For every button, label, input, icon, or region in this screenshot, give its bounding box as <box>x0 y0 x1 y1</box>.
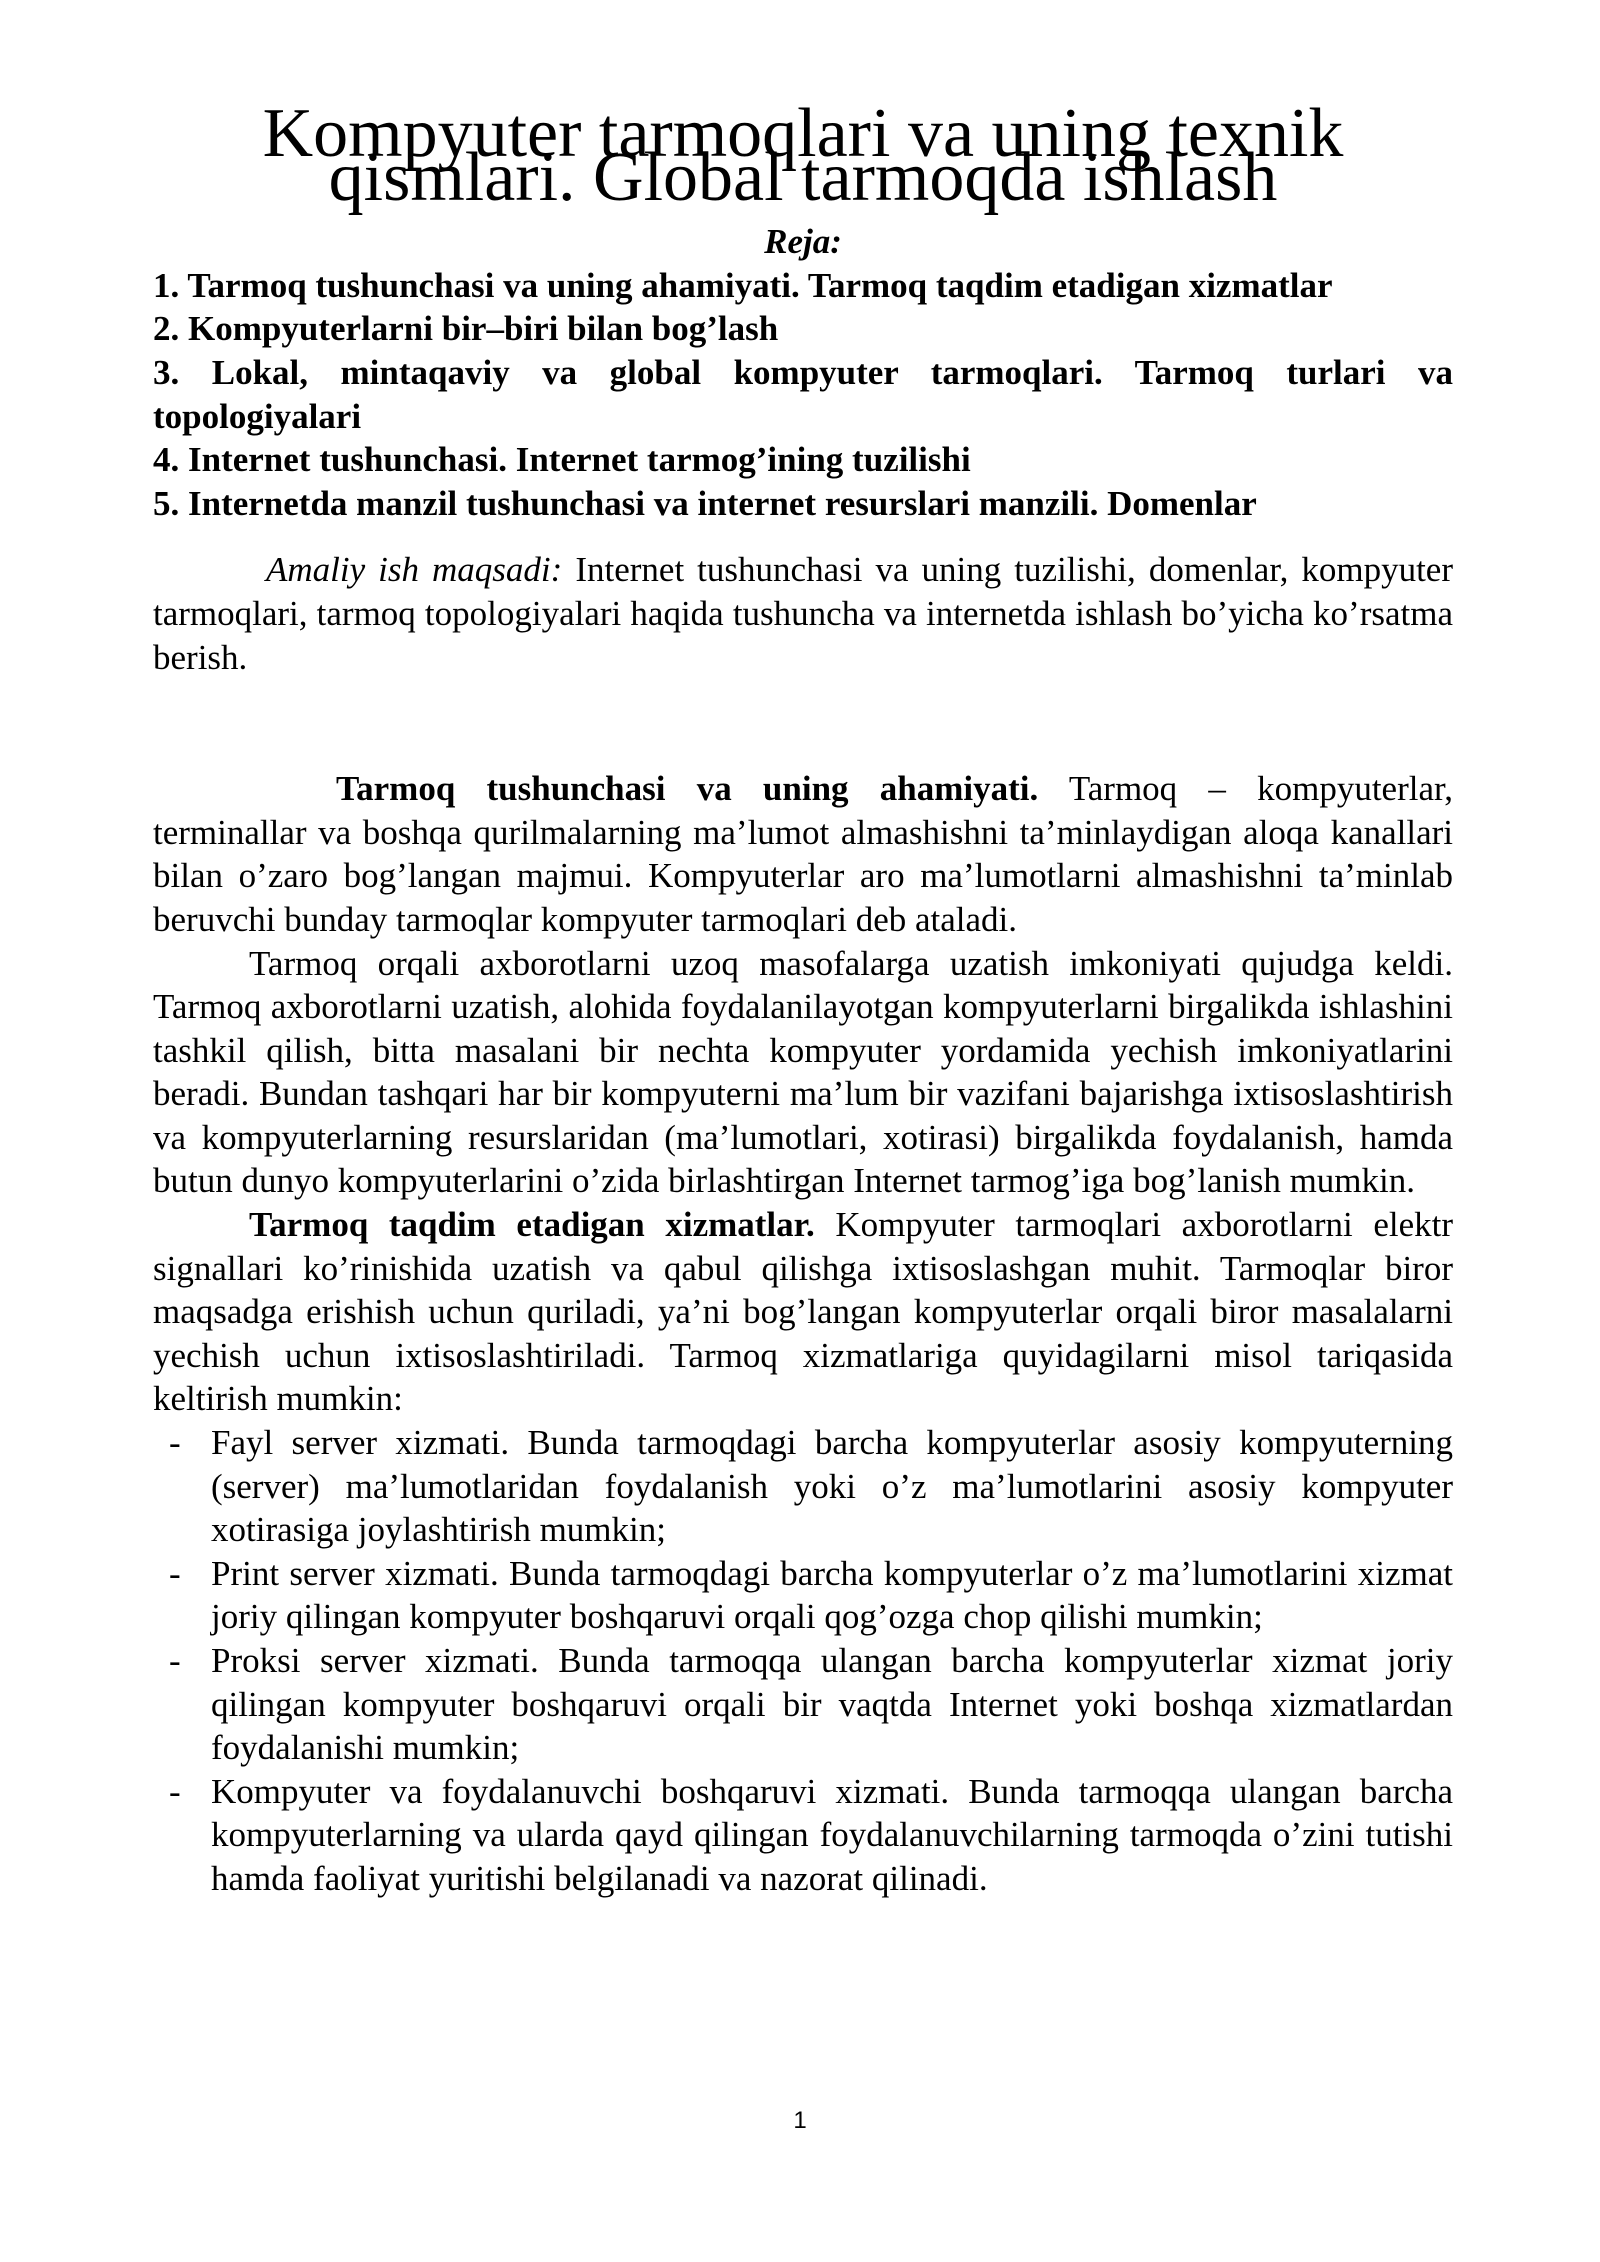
section-network-services-text: Kompyuter tarmoqlari axborotlarni elektr signallari ko’rinishida uzatish va qabul qilishga ixtisoslashgan muhit. Tarmoqlar biror maqsadga erishish uchun quriladi, ya’ni bog’langan kompyuterlar orqali biror masalalarni yechish uchun ixtisoslashtiriladi. Tarmoq xizmatlariga quyidagilarni misol tariqasida keltirish mumkin: <box>153 1205 1453 1419</box>
page-content <box>153 95 1454 1901</box>
goal-paragraph <box>153 548 1453 679</box>
section-network-services-heading: Tarmoq taqdim etadigan xizmatlar. <box>249 1205 815 1245</box>
plan-item: 3. Lokal, mintaqaviy va global kompyuter tarmoqlari. Tarmoq turlari va topologiyalari <box>153 352 1453 436</box>
plan-item: 4. Internet tushunchasi. Internet tarmog’ining tuzilishi <box>153 440 971 480</box>
bullet-dash: - <box>169 1771 181 1811</box>
goal-text: Internet tushunchasi va uning tuzilishi, domenlar, kompyuter tarmoqlari, tarmoq topologiyalari haqida tushuncha va internetda ishlash bo’yicha ko’rsatma berish. <box>153 550 1454 677</box>
section-network-concept-heading: Tarmoq tushunchasi va uning ahamiyati. <box>336 769 1039 809</box>
list-item <box>153 1552 1453 1639</box>
list-item-text: Proksi server xizmati. Bunda tarmoqqa ulangan barcha kompyuterlar xizmat joriy qilingan kompyuter boshqaruvi orqali bir vaqtda Internet yoki boshqa xizmatlardan foydalanishi mumkin; <box>211 1641 1453 1768</box>
section-network-concept <box>153 767 1453 941</box>
bullet-dash: - <box>169 1423 181 1463</box>
list-item-text: Kompyuter va foydalanuvchi boshqaruvi xizmati. Bunda tarmoqqa ulangan barcha kompyuterlarning va ularda qayd qilingan foydalanuvchilarning tarmoqda o’zini tutishi hamda faoliyat yuritishi belgilanadi va nazorat qilinadi. <box>211 1771 1453 1898</box>
plan-list <box>153 264 1453 526</box>
bullet-dash: - <box>169 1641 181 1680</box>
document-title: Kompyuter tarmoqlari va uning texnik qismlari. Global tarmoqda ishlash <box>262 95 1344 216</box>
services-list <box>153 1421 1453 1901</box>
list-item-text: Print server xizmati. Bunda tarmoqdagi barcha kompyuterlar o’z ma’lumotlarini xizmat joriy qilingan kompyuter boshqaruvi orqali qog’ozga chop qilishi mumkin; <box>211 1553 1453 1637</box>
page-number: 1 <box>793 2107 807 2134</box>
plan-item: 1. Tarmoq tushunchasi va uning ahamiyati. Tarmoq taqdim etadigan xizmatlar <box>153 265 1333 305</box>
bullet-dash: - <box>169 1553 181 1593</box>
plan-heading: Reja: <box>764 222 842 262</box>
list-item <box>153 1421 1453 1552</box>
list-item <box>153 1770 1453 1901</box>
plan-item: 5. Internetda manzil tushunchasi va internet resurslari manzili. Domenlar <box>153 483 1257 523</box>
plan-item: 2. Kompyuterlarni bir–biri bilan bog’lash <box>153 309 779 349</box>
section-network-concept-text: Tarmoq – kompyuterlar, terminallar va boshqa qurilmalarning ma’lumot almashishni ta’minlaydigan aloqa kanallari bilan o’zaro bog’langan majmui. Kompyuterlar aro ma’lumotlarni almashishni ta’minlab beruvchi bunday tarmoqlar kompyuter tarmoqlari deb ataladi. <box>153 769 1453 939</box>
list-item <box>153 1639 1453 1770</box>
paragraph-network-capabilities: Tarmoq orqali axborotlarni uzoq masofalarga uzatish imkoniyati qujudga keldi. Tarmoq axborotlarni uzatish, alohida foydalanilayotgan kompyuterlarni birgalikda ishlashini tashkil qilish, bitta masalani bir nechta kompyuter yordamida yechish imkoniyatlarini beradi. Bundan tashqari har bir kompyuterni ma’lum bir vazifani bajarishga ixtisoslashtirish va kompyuterlarning resurslaridan (ma’lumotlari, xotirasi) birgalikda foydalanish, hamda butun dunyo kompyuterlarini o’zida birlashtirgan Internet tarmog’iga bog’lanish mumkin. <box>153 943 1453 1201</box>
section-network-services <box>153 1203 1453 1421</box>
list-item-text: Fayl server xizmati. Bunda tarmoqdagi barcha kompyuterlar asosiy kompyuterning (server) ma’lumotlaridan foydalanish yoki o’z ma’lumotlarini asosiy kompyuter xotirasiga joylashtirish mumkin; <box>211 1423 1453 1550</box>
goal-lead: Amaliy ish maqsadi: <box>266 550 563 590</box>
